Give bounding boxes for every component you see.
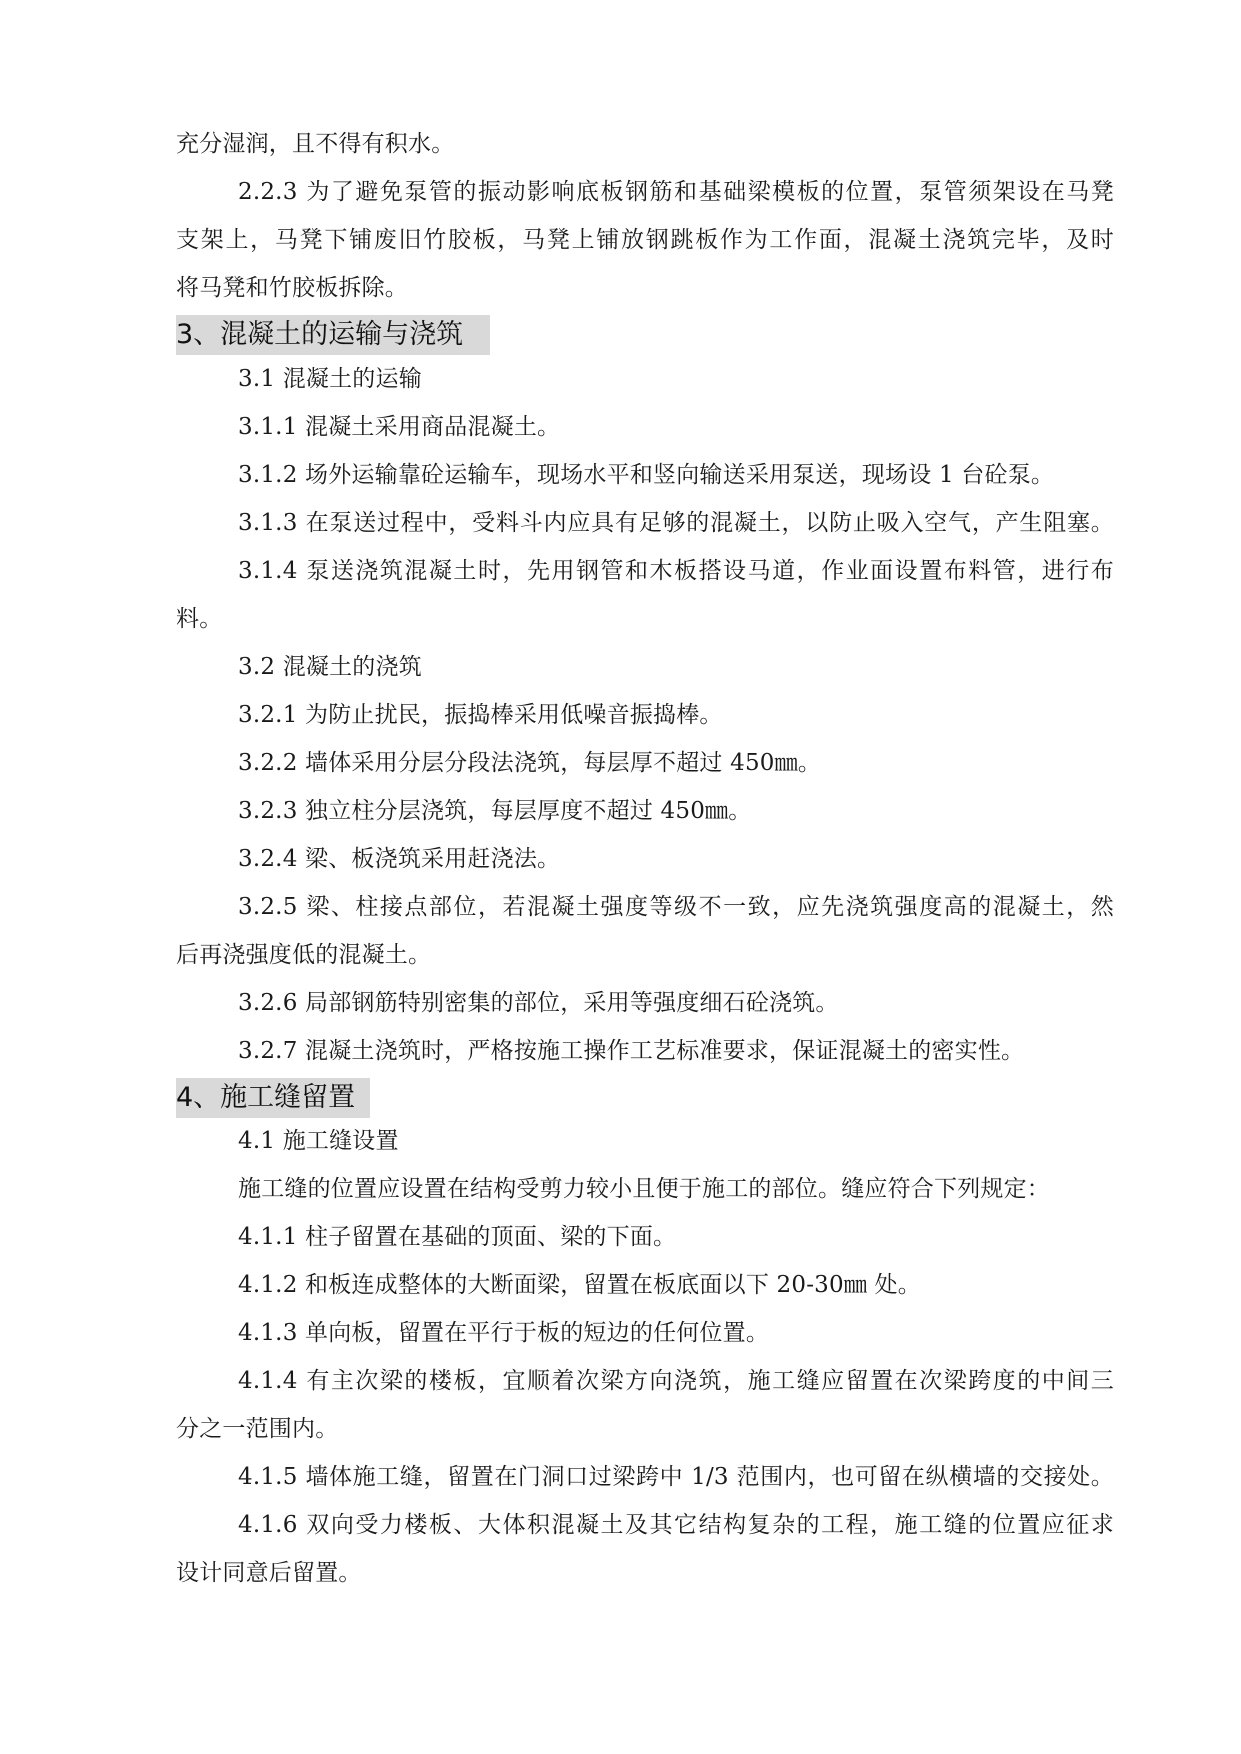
paragraph-line: 将马凳和竹胶板拆除。: [176, 275, 408, 301]
paragraph-line: 3.2.3 独立柱分层浇筑，每层厚度不超过 450㎜。: [238, 798, 752, 824]
paragraph-line: 4.1.3 单向板，留置在平行于板的短边的任何位置。: [238, 1320, 770, 1346]
paragraph-line: 4.1.6 双向受力楼板、大体积混凝土及其它结构复杂的工程，施工缝的位置应征求: [238, 1512, 1114, 1538]
section-heading: 3、混凝土的运输与浇筑: [176, 315, 490, 355]
paragraph-line: 3.2.1 为防止扰民，振捣棒采用低噪音振捣棒。: [238, 702, 723, 728]
paragraph-line: 3.2.4 梁、板浇筑采用赶浇法。: [238, 846, 561, 872]
subsection-title: 4.1 施工缝设置: [238, 1128, 399, 1154]
paragraph-line: 3.2.5 梁、柱接点部位，若混凝土强度等级不一致，应先浇筑强度高的混凝土，然: [238, 894, 1114, 920]
paragraph-line: 4.1.4 有主次梁的楼板，宜顺着次梁方向浇筑，施工缝应留置在次梁跨度的中间三: [238, 1368, 1114, 1394]
paragraph-line: 3.2.2 墙体采用分层分段法浇筑，每层厚不超过 450㎜。: [238, 750, 822, 776]
paragraph-line: 料。: [176, 606, 223, 632]
paragraph-line: 3.1.1 混凝土采用商品混凝土。: [238, 414, 561, 440]
paragraph-line: 4.1.5 墙体施工缝，留置在门洞口过梁跨中 1/3 范围内，也可留在纵横墙的交接处。: [238, 1464, 1114, 1490]
paragraph-line: 支架上，马凳下铺废旧竹胶板，马凳上铺放钢跳板作为工作面，混凝土浇筑完毕，及时: [176, 227, 1114, 253]
paragraph-line: 3.1.3 在泵送过程中，受料斗内应具有足够的混凝土，以防止吸入空气，产生阻塞。: [238, 510, 1114, 536]
paragraph-line: 充分湿润，且不得有积水。: [176, 131, 455, 157]
paragraph-line: 施工缝的位置应设置在结构受剪力较小且便于施工的部位。缝应符合下列规定：: [238, 1176, 1050, 1202]
section-heading: 4、施工缝留置: [176, 1078, 370, 1118]
paragraph-line: 后再浇强度低的混凝土。: [176, 942, 432, 968]
subsection-title: 3.2 混凝土的浇筑: [238, 654, 422, 680]
paragraph-line: 4.1.2 和板连成整体的大断面梁，留置在板底面以下 20-30㎜ 处。: [238, 1272, 921, 1298]
paragraph-line: 3.2.6 局部钢筋特别密集的部位，采用等强度细石砼浇筑。: [238, 990, 839, 1016]
paragraph-line: 3.1.4 泵送浇筑混凝土时，先用钢管和木板搭设马道，作业面设置布料管，进行布: [238, 558, 1114, 584]
paragraph-line: 4.1.1 柱子留置在基础的顶面、梁的下面。: [238, 1224, 677, 1250]
subsection-title: 3.1 混凝土的运输: [238, 366, 422, 392]
paragraph-line: 设计同意后留置。: [176, 1560, 362, 1586]
paragraph-line: 3.2.7 混凝土浇筑时，严格按施工操作工艺标准要求，保证混凝土的密实性。: [238, 1038, 1025, 1064]
paragraph-line: 3.1.2 场外运输靠砼运输车，现场水平和竖向输送采用泵送，现场设 1 台砼泵。: [238, 462, 1055, 488]
paragraph-line: 分之一范围内。: [176, 1416, 339, 1442]
paragraph-line: 2.2.3 为了避免泵管的振动影响底板钢筋和基础梁模板的位置，泵管须架设在马凳: [238, 179, 1114, 205]
